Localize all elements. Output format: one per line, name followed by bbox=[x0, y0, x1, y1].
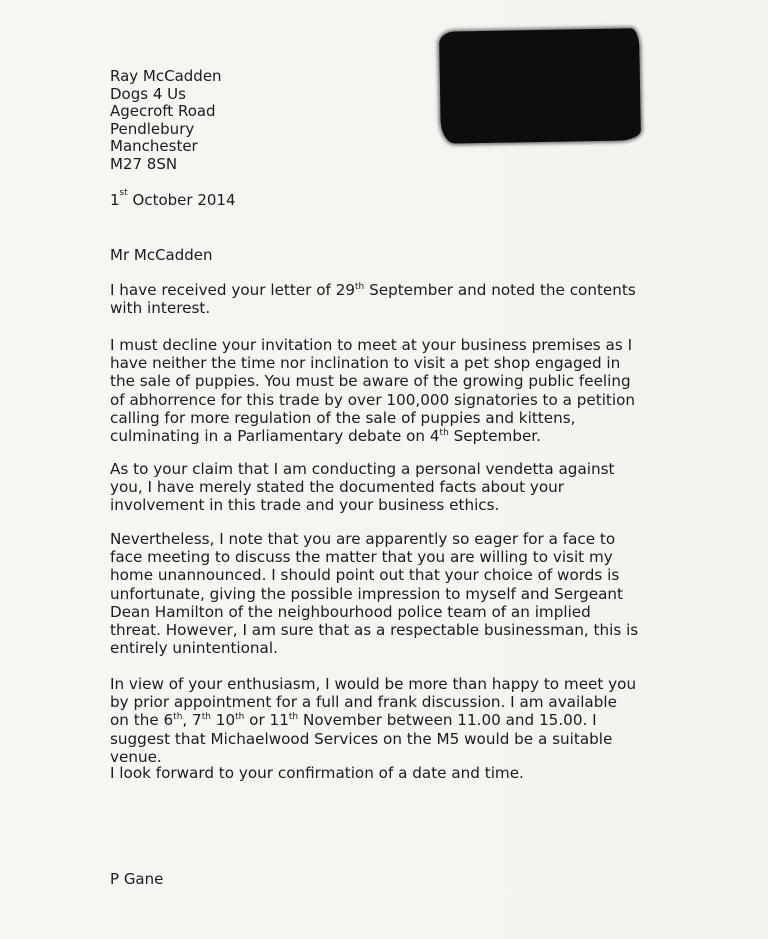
recipient-name: Ray McCadden bbox=[110, 67, 222, 85]
paragraph-6: I look forward to your confirmation of a date and time. bbox=[110, 764, 524, 782]
recipient-address bbox=[110, 68, 222, 173]
paragraph-2: I must decline your invitation to meet at your business premises as I have neither the time nor inclination to visit a pet shop engaged in the sale of puppies. You must be aware of the growing public feeling of abhorrence for this trade by over 100,000 signatories to a petition calling for more regulation of the sale of puppies and kittens, culminating in a Parliamentary debate on 4th September. bbox=[110, 336, 636, 446]
redacted-sender-address bbox=[439, 28, 641, 143]
paragraph-1: I have received your letter of 29th September and noted the contents with interest. bbox=[110, 281, 636, 318]
signature-name: P Gane bbox=[110, 870, 164, 888]
paragraph-3: As to your claim that I am conducting a personal vendetta against you, I have merely stated the documented facts about your involvement in this trade and your business ethics. bbox=[110, 460, 615, 515]
recipient-city: Manchester bbox=[110, 137, 198, 155]
recipient-street: Agecroft Road bbox=[110, 102, 216, 120]
paragraph-4: Nevertheless, I note that you are apparently so eager for a face to face meeting to discuss the matter that you are willing to visit my home unannounced. I should point out that your choice of words is unfortunate, giving the possible impression to myself and Sergeant Dean Hamilton of the neighbourhood police team of an implied threat. However, I am sure that as a respectable businessman, this is entirely unintentional. bbox=[110, 530, 639, 658]
recipient-postcode: M27 8SN bbox=[110, 154, 178, 173]
recipient-area: Pendlebury bbox=[110, 119, 195, 138]
recipient-company: Dogs 4 Us bbox=[110, 84, 186, 103]
letter-date: 1st October 2014 bbox=[110, 188, 236, 209]
salutation: Mr McCadden bbox=[110, 246, 213, 264]
paragraph-5: In view of your enthusiasm, I would be more than happy to meet you by prior appointment for a full and frank discussion. I am available on the 6th, 7th 10th or 11th November between 11.00 and 15.00. I suggest that Michaelwood Services on the M5 would be a suitable venue. bbox=[110, 675, 637, 766]
